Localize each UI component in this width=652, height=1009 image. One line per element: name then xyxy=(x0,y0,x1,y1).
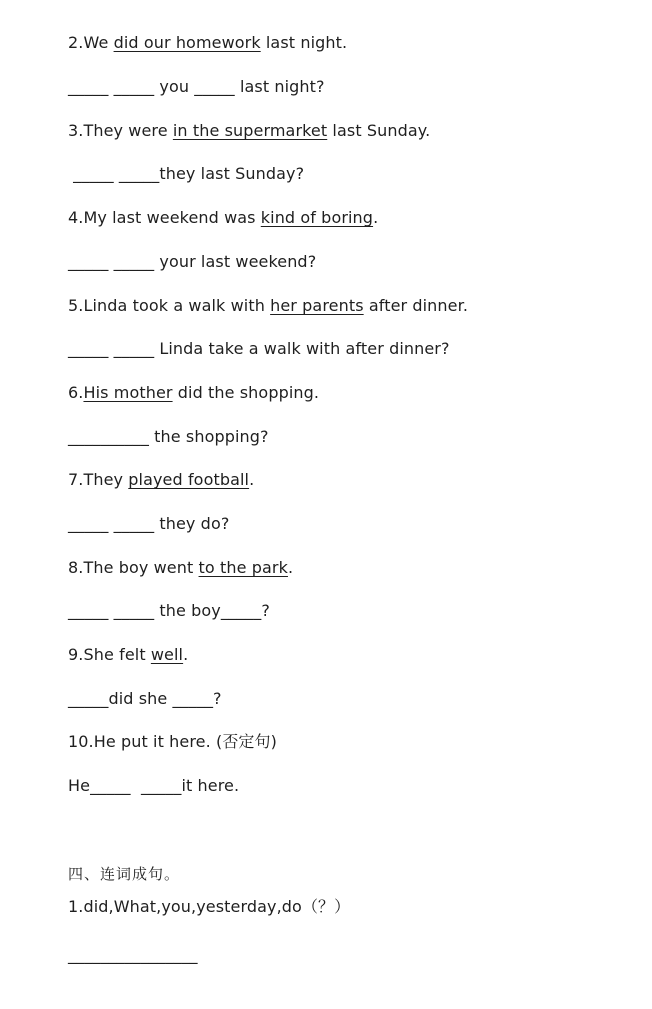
question-text: last Sunday. xyxy=(327,121,431,140)
question-text: 5.Linda took a walk with xyxy=(68,296,271,315)
answer-line-10: He_____ _____it here. xyxy=(68,776,240,795)
answer-line-9: _____did she _____? xyxy=(68,689,222,708)
question-text: 4.My last weekend was xyxy=(68,208,261,227)
question-text: 7.They xyxy=(68,470,129,489)
question-text: did the shopping. xyxy=(172,383,320,402)
question-5 xyxy=(68,296,468,316)
section4-answer-line-1: ________________ xyxy=(68,945,198,964)
answer-line-2: _____ _____ you _____ last night? xyxy=(68,77,325,96)
answer-line-8: _____ _____ the boy_____? xyxy=(68,601,270,620)
underlined-phrase: played football xyxy=(128,470,250,489)
question-6 xyxy=(68,383,319,403)
underlined-phrase: well xyxy=(150,645,184,664)
question-text: last night. xyxy=(260,33,348,52)
question-3 xyxy=(68,121,430,141)
question-9 xyxy=(68,645,188,665)
question-10: 10.He put it here. (否定句) xyxy=(68,732,277,751)
question-text: 3.They were xyxy=(68,121,173,140)
question-4 xyxy=(68,208,378,228)
question-text: 2.We xyxy=(68,33,114,52)
answer-line-5: _____ _____ Linda take a walk with after dinner? xyxy=(68,339,450,358)
question-text: . xyxy=(183,645,189,664)
question-text: 9.She felt xyxy=(68,645,151,664)
section-heading: 四、连词成句。 xyxy=(68,865,181,883)
underlined-phrase: His mother xyxy=(83,383,173,402)
answer-line-3: _____ _____they last Sunday? xyxy=(68,164,305,183)
underlined-phrase: her parents xyxy=(270,296,364,315)
question-text: . xyxy=(373,208,379,227)
underlined-phrase: in the supermarket xyxy=(172,121,328,140)
question-7 xyxy=(68,470,254,490)
question-text: . xyxy=(287,558,294,577)
section4-question-1: 1.did,What,you,yesterday,do（？） xyxy=(68,897,351,916)
underlined-phrase: to the park xyxy=(198,558,288,577)
question-text: . xyxy=(249,470,255,489)
question-8 xyxy=(68,558,293,578)
underlined-phrase: did our homework xyxy=(113,33,261,52)
question-2 xyxy=(68,33,347,53)
question-text: 6. xyxy=(68,383,84,402)
answer-line-7: _____ _____ they do? xyxy=(68,514,230,533)
answer-line-4: _____ _____ your last weekend? xyxy=(68,252,317,271)
underlined-phrase: kind of boring xyxy=(260,208,374,227)
question-text: after dinner. xyxy=(363,296,469,315)
question-text: 8.The boy went xyxy=(68,558,199,577)
answer-line-6: __________ the shopping? xyxy=(68,427,269,446)
